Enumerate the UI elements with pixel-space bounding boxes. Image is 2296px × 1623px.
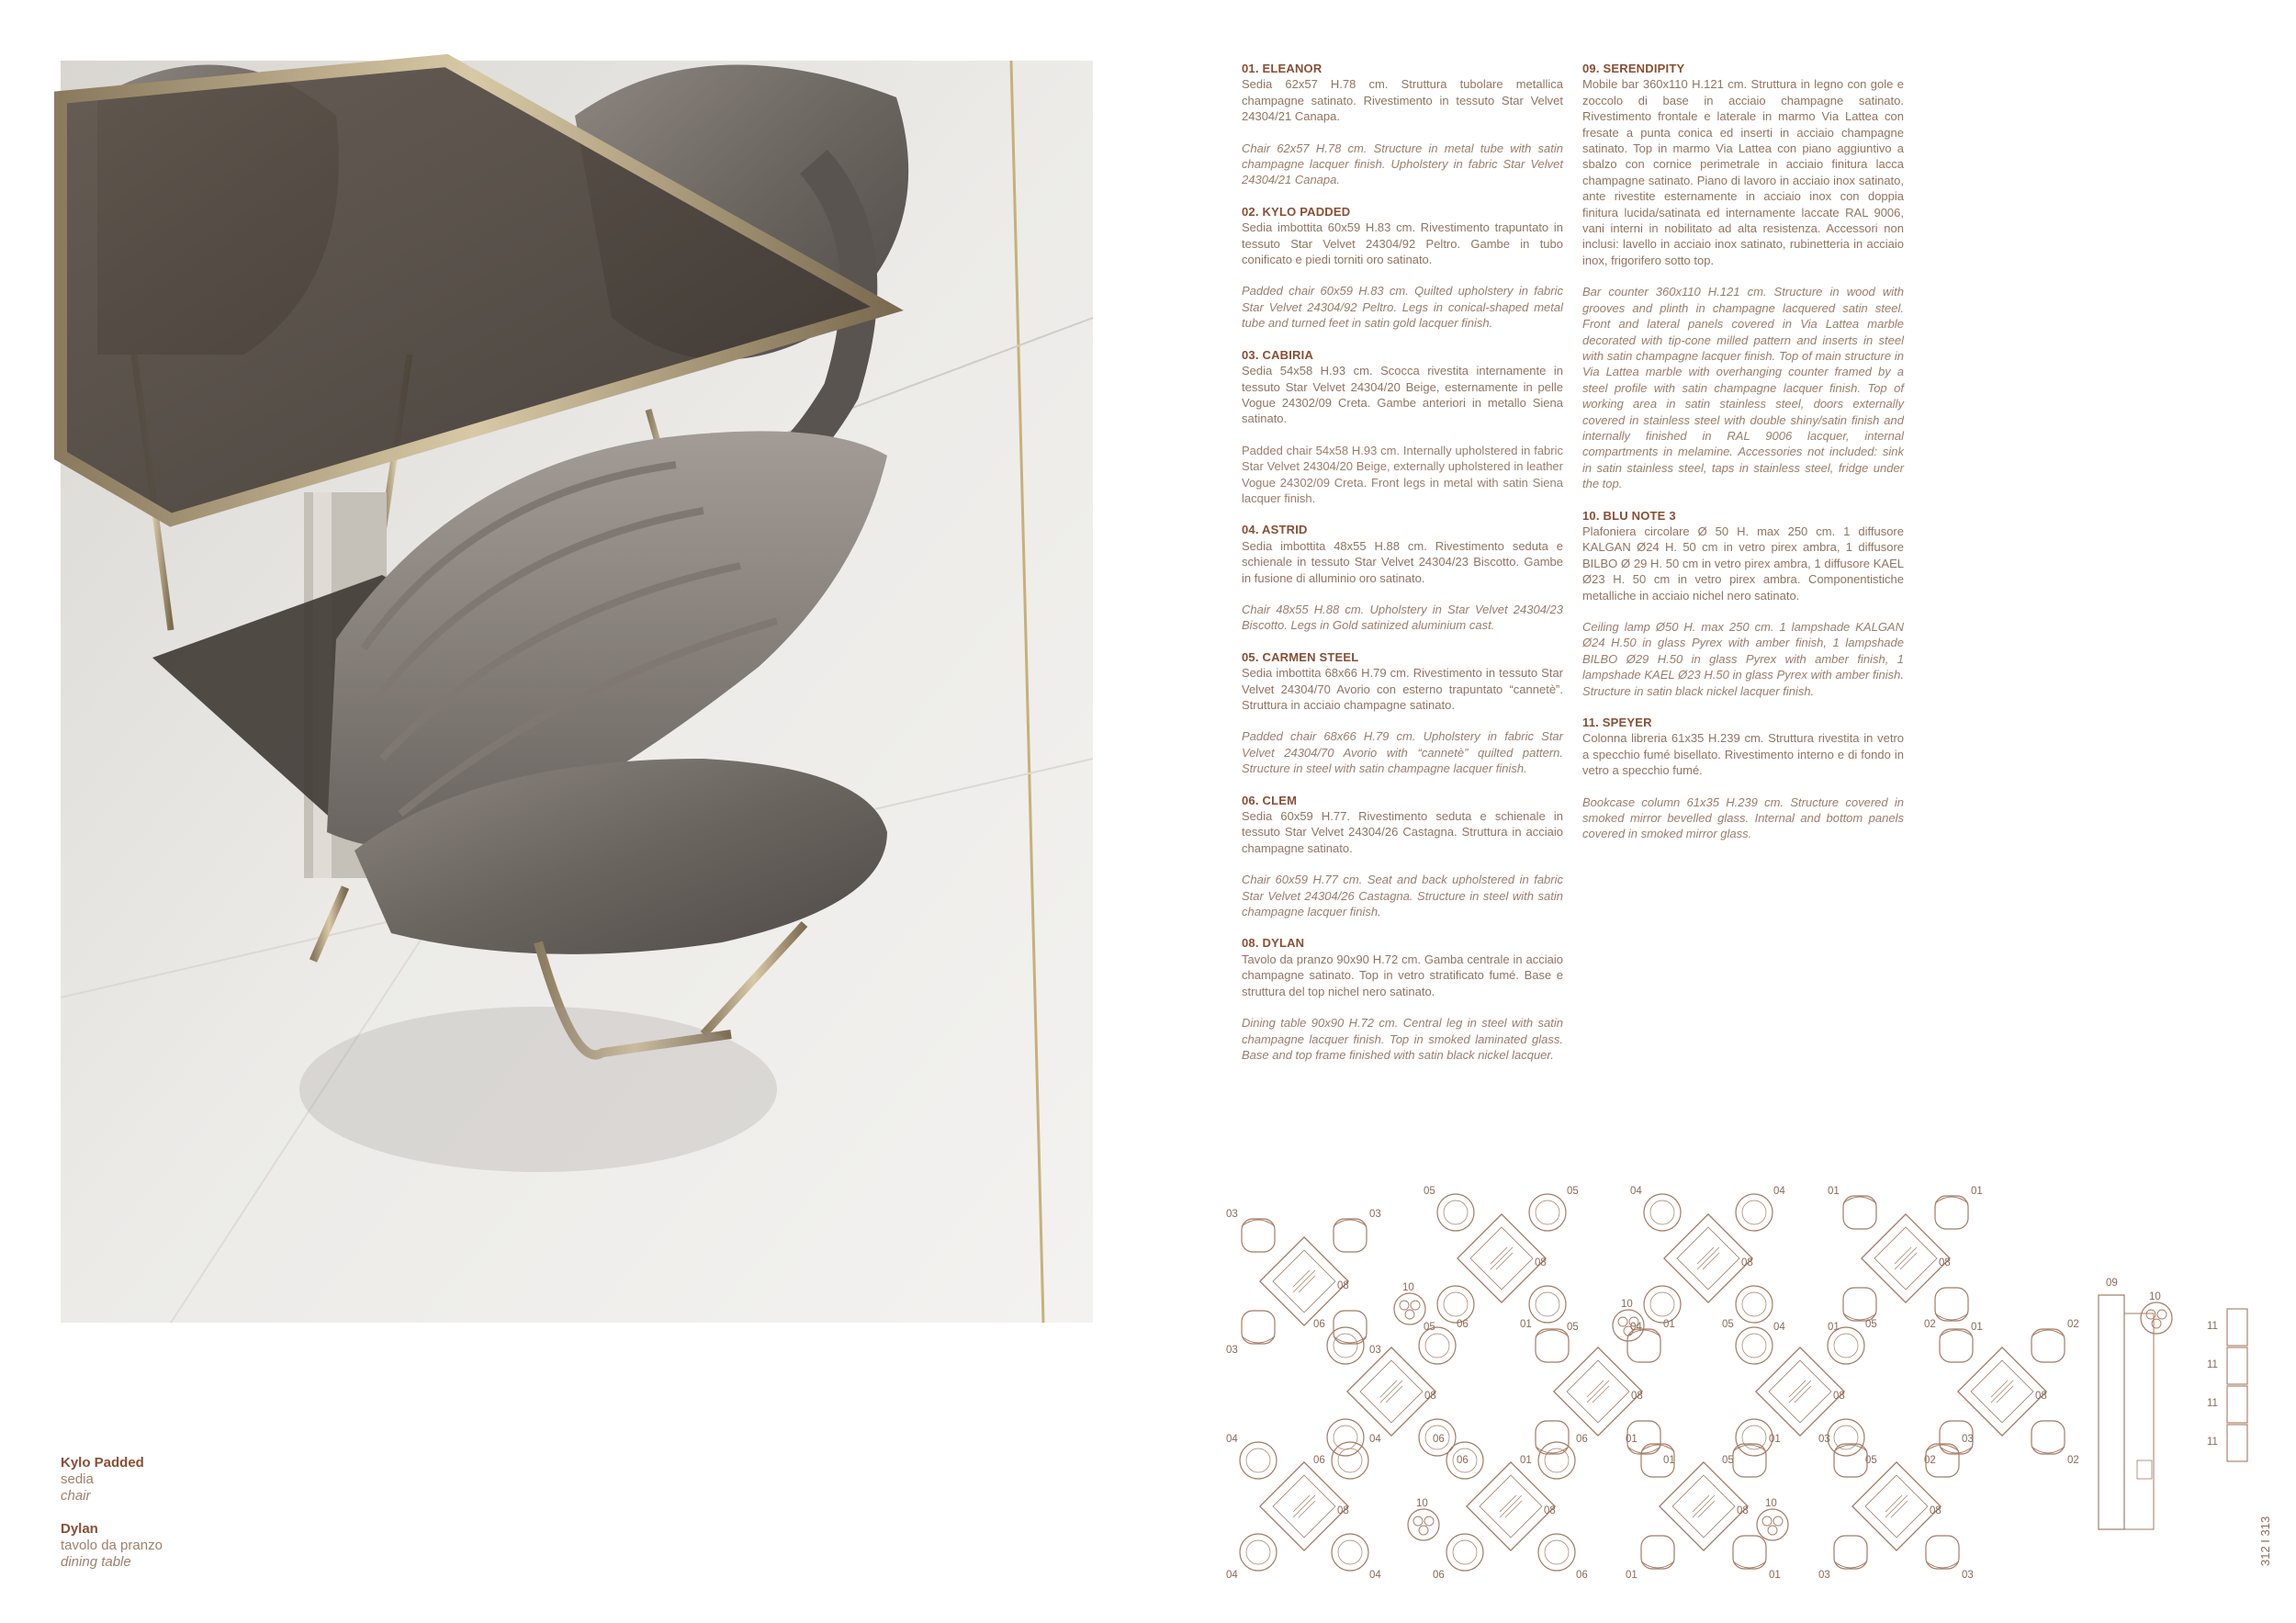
entry-title: 03. CABIRIA (1242, 347, 1314, 362)
plan-chair (1242, 1311, 1275, 1344)
entry-text-english: Padded chair 68x66 H.79 cm. Upholstery in fabric Star Velvet 24304/70 Avorio with “cannetè” quilted pattern. Structure in steel with satin champagne lacquer finish. (1242, 729, 1563, 776)
plan-label: 10 (1621, 1299, 1633, 1310)
plan-chair (1327, 1327, 1364, 1364)
plan-label: 08 (1833, 1391, 1845, 1402)
plan-label: 03 (1818, 1570, 1830, 1581)
plan-label: 04 (1226, 1434, 1238, 1445)
plan-chair (1529, 1286, 1566, 1323)
plan-chair-seat (1742, 1426, 1766, 1449)
spec-entry (1242, 204, 1563, 332)
plan-table-hatch (1789, 1381, 1811, 1403)
plan-chair-seat (1453, 1540, 1477, 1564)
plan-label: 10 (1416, 1498, 1428, 1509)
spec-entry (1582, 508, 1904, 699)
plan-chair-seat (1246, 1448, 1270, 1472)
plan-table-hatch (1293, 1495, 1315, 1517)
spec-entry (1242, 793, 1563, 920)
plan-lamp-shade (1618, 1317, 1627, 1326)
plan-chair-seat (1536, 1292, 1559, 1316)
plan-label: 05 (1722, 1455, 1734, 1466)
spec-entry (1582, 61, 1904, 492)
plan-label: 01 (1769, 1570, 1781, 1581)
plan-chair (1536, 1329, 1569, 1362)
entry-text-italian: Sedia imbottita 68x66 H.79 cm. Rivestimento in tessuto Star Velvet 24304/70 Avorio con esterno trapuntato “cannetè”. Struttura in acciaio champagne satinato. (1242, 666, 1563, 712)
plan-table-hatch (1693, 1495, 1715, 1517)
plan-chair (1641, 1536, 1674, 1569)
plan-chair (1736, 1194, 1773, 1231)
plan-label: 08 (1424, 1391, 1436, 1402)
entry-text-english: Ceiling lamp Ø50 H. max 250 cm. 1 lampshade KALGAN Ø24 H.50 in glass Pyrex with amber finish, 1 lampshade BILBO Ø29 H.50 in glass Pyrex with amber finish, 1 lampshade KAEL Ø23 H.50 in glass Pyrex with amber finish. Structure in satin black nickel lacquer finish. (1582, 620, 1904, 698)
entry-text-english: Chair 48x55 H.88 cm. Upholstery in Star Velvet 24304/23 Biscotto. Legs in Gold satinized aluminium cast. (1242, 602, 1563, 633)
product-photo (61, 61, 1093, 1323)
spec-entry (1242, 347, 1563, 507)
plan-label: 08 (2035, 1391, 2047, 1402)
entry-text-italian: Plafoniera circolare Ø 50 H. max 250 cm. 1 diffusore KALGAN Ø24 H. 50 cm in vetro pirex ambra, 1 diffusore BILBO Ø 29 H. 50 cm in vetro pirex ambra, 1 diffusore KAEL Ø23 H. 50 cm in vetro pirex ambra. Componentistiche metalliche in acciaio nichel nero satinato. (1582, 524, 1904, 603)
entry-text-italian: Sedia 60x59 H.77. Rivestimento seduta e schienale in tessuto Star Velvet 24304/26 Castagna. Struttura in acciaio champagne satinato. (1242, 809, 1563, 855)
plan-label: 01 (1971, 1186, 1983, 1197)
floor-plan-drawing (1226, 1186, 2264, 1581)
plan-lamp (1757, 1509, 1788, 1540)
plan-chair (1828, 1419, 1864, 1456)
plan-chair (1834, 1536, 1867, 1569)
caption-italian: sedia (61, 1471, 94, 1487)
page-numbers: 312 I 313 (2258, 1516, 2272, 1566)
entry-text-english: Padded chair 60x59 H.83 cm. Quilted upholstery in fabric Star Velvet 24304/92 Peltro. Legs in conical-shaped metal tube and turned feet in satin gold lacquer finish. (1242, 284, 1563, 331)
plan-chair (1828, 1327, 1864, 1364)
plan-lamp (1394, 1293, 1425, 1324)
plan-label: 08 (1535, 1257, 1547, 1268)
plan-label: 02 (1924, 1455, 1936, 1466)
plan-label: 01 (1769, 1434, 1781, 1445)
plan-lamp (2141, 1302, 2172, 1334)
entry-title: 01. ELEANOR (1242, 62, 1322, 75)
plan-chair (1834, 1444, 1867, 1477)
plan-label: 03 (1369, 1345, 1381, 1356)
plan-label: 06 (1457, 1319, 1469, 1330)
plan-chair (1334, 1219, 1367, 1252)
entry-title: 05. CARMEN STEEL (1242, 649, 1359, 664)
plan-label: 11 (2207, 1359, 2218, 1370)
plan-table-hatch (1380, 1381, 1402, 1403)
plan-label: 08 (1337, 1280, 1349, 1291)
plan-lamp-shade (1413, 1516, 1423, 1526)
spec-entry (1242, 522, 1563, 633)
plan-bar-sink (2137, 1460, 2152, 1479)
plan-label: 02 (2067, 1455, 2079, 1466)
plan-lamp-shade (1424, 1516, 1434, 1526)
plan-label: 08 (1741, 1257, 1753, 1268)
plan-label: 01 (1520, 1319, 1532, 1330)
plan-chair (1843, 1288, 1876, 1321)
plan-chair (1240, 1534, 1277, 1571)
plan-chair (1334, 1311, 1367, 1344)
plan-chair (1935, 1288, 1968, 1321)
plan-chair (1935, 1196, 1968, 1229)
plan-label: 10 (1765, 1498, 1777, 1509)
plan-bookcase (2227, 1309, 2247, 1346)
plan-chair-seat (1742, 1334, 1766, 1358)
spec-entry (1242, 61, 1563, 188)
plan-chair-seat (1425, 1334, 1449, 1358)
plan-lamp (1408, 1509, 1439, 1540)
plan-chair-seat (1650, 1292, 1674, 1316)
plan-label: 08 (1337, 1505, 1349, 1516)
plan-label: 01 (1626, 1570, 1638, 1581)
plan-chair (1733, 1536, 1766, 1569)
plan-label: 04 (1630, 1322, 1642, 1333)
plan-chair (2032, 1329, 2065, 1362)
entry-text-italian: Tavolo da pranzo 90x90 H.72 cm. Gamba centrale in acciaio champagne satinato. Top in vetro stratificato fumé. Base e struttura del top nichel nero satinato. (1242, 952, 1563, 998)
plan-lamp-shade (1773, 1516, 1783, 1526)
floor-plan-svg (1226, 1186, 2264, 1581)
plan-label: 06 (1576, 1570, 1588, 1581)
plan-label: 08 (1631, 1391, 1643, 1402)
plan-chair-seat (1834, 1426, 1858, 1449)
plan-chair (1437, 1286, 1474, 1323)
entry-text-english: Padded chair 54x58 H.93 cm. Internally upholstered in fabric Star Velvet 24304/20 Beige, externally upholstered in leather Vogue 24302/09 Creta. Front legs in metal with satin Siena lacquer finish. (1242, 443, 1563, 505)
plan-table-hatch (1587, 1381, 1609, 1403)
plan-label: 06 (1576, 1434, 1588, 1445)
plan-label: 01 (1520, 1455, 1532, 1466)
plan-chair-seat (1834, 1334, 1858, 1358)
plan-bookcase (2227, 1347, 2247, 1384)
plan-label: 08 (1930, 1505, 1941, 1516)
plan-label: 08 (1939, 1257, 1951, 1268)
entry-text-italian: Sedia imbottita 48x55 H.88 cm. Rivestimento seduta e schienale in tessuto Star Velvet 24304/23 Biscotto. Gambe in fusione di alluminio oro satinato. (1242, 538, 1563, 585)
plan-table-hatch (1697, 1247, 1719, 1269)
plan-chair-seat (1536, 1200, 1559, 1224)
plan-table-hatch (1885, 1495, 1908, 1517)
plan-label: 04 (1369, 1434, 1381, 1445)
plan-chair-seat (1334, 1334, 1357, 1358)
plan-label: 01 (1626, 1434, 1638, 1445)
plan-table-hatch (1293, 1270, 1315, 1292)
plan-label: 05 (1722, 1319, 1734, 1330)
plan-label: 04 (1773, 1322, 1785, 1333)
plan-table-hatch (1500, 1495, 1522, 1517)
entry-text-english: Bar counter 360x110 H.121 cm. Structure in wood with grooves and plinth in champagne lacquered satin steel. Front and lateral panels covered in Via Lattea marble decorated with tip-cone milled pattern and inserts in steel with satin champagne lacquer finish. Top of main structure in Via Lattea marble with overhanging counter framed by a steel profile with satin champagne lacquer finish. Top of working area in satin stainless steel, doors externally covered in stainless steel with double shiny/satin finish and internally finished in RAL 9006 lacquer, internal compartments in melamine. Accessories not included: sink in satin stainless steel, taps in stainless steel, fridge under the top. (1582, 285, 1904, 491)
plan-table-hatch (1991, 1381, 2013, 1403)
entry-title: 11. SPEYER (1582, 716, 1652, 730)
plan-bar-counter-back (2124, 1313, 2154, 1529)
plan-chair (1242, 1219, 1275, 1252)
caption-name: Dylan (61, 1521, 98, 1537)
plan-label: 03 (1962, 1434, 1974, 1445)
plan-chair (1627, 1329, 1660, 1362)
entry-title: 08. DYLAN (1242, 936, 1305, 951)
plan-label: 06 (1433, 1570, 1445, 1581)
plan-label: 05 (1424, 1322, 1435, 1333)
plan-chair-seat (1338, 1540, 1362, 1564)
plan-label: 11 (2207, 1437, 2218, 1448)
entry-text-italian: Colonna libreria 61x35 H.239 cm. Struttura rivestita in vetro a specchio fumé bisellato. Rivestimento interno e di fondo in vetro a specchio fumé. (1582, 731, 1904, 778)
plan-chair (1538, 1534, 1575, 1571)
plan-label: 05 (1865, 1455, 1877, 1466)
plan-lamp-shade (1768, 1526, 1777, 1535)
plan-chair (1736, 1419, 1773, 1456)
plan-chair (1733, 1444, 1766, 1477)
plan-chair-seat (1545, 1448, 1569, 1472)
plan-label: 06 (1457, 1455, 1469, 1466)
entry-text-italian: Sedia 62x57 H.78 cm. Struttura tubolare metallica champagne satinato. Rivestimento in tessuto Star Velvet 24304/21 Canapa. (1242, 77, 1563, 124)
plan-chair (1538, 1442, 1575, 1479)
plan-table-hatch (1491, 1247, 1513, 1269)
plan-chair-seat (1742, 1292, 1766, 1316)
caption-italian: tavolo da pranzo (61, 1538, 163, 1553)
plan-bookcase (2227, 1425, 2247, 1461)
plan-chair (1644, 1194, 1681, 1231)
plan-chair (1736, 1327, 1773, 1364)
plan-label: 08 (1737, 1505, 1749, 1516)
plan-chair (2032, 1421, 2065, 1454)
plan-chair-seat (1444, 1292, 1468, 1316)
plan-chair (1419, 1327, 1456, 1364)
plan-chair (1529, 1194, 1566, 1231)
plan-lamp-shade (1405, 1310, 1414, 1319)
plan-label: 06 (1313, 1319, 1325, 1330)
plan-label: 11 (2207, 1398, 2218, 1409)
entry-text-english: Chair 60x59 H.77 cm. Seat and back upholstered in fabric Star Velvet 24304/26 Castagna. Structure in steel with satin champagne lacquer finish. (1242, 873, 1563, 919)
plan-chair (1240, 1442, 1277, 1479)
plan-label: 10 (2149, 1291, 2161, 1302)
plan-chair-seat (1334, 1426, 1357, 1449)
plan-label: 05 (1567, 1322, 1579, 1333)
entry-text-english: Dining table 90x90 H.72 cm. Central leg in steel with satin champagne lacquer finish. Top in smoked laminated glass. Base and top frame finished with satin black nickel lacquer. (1242, 1016, 1563, 1062)
plan-chair (1437, 1194, 1474, 1231)
entry-title: 10. BLU NOTE 3 (1582, 508, 1676, 523)
spec-entry (1242, 649, 1563, 777)
plan-lamp-shade (2157, 1310, 2167, 1319)
plan-lamp-shade (1411, 1301, 1420, 1310)
plan-chair (1843, 1196, 1876, 1229)
plan-chair-seat (1742, 1200, 1766, 1224)
plan-label: 01 (1663, 1319, 1675, 1330)
plan-chair (1940, 1329, 1973, 1362)
plan-label: 10 (1402, 1282, 1414, 1293)
plan-label: 05 (1424, 1186, 1435, 1197)
spec-column-left (1242, 61, 1563, 1078)
plan-chair-seat (1338, 1448, 1362, 1472)
entry-text-italian: Mobile bar 360x110 H.121 cm. Struttura in legno con gole e zoccolo di base in acciaio champagne satinato. Rivestimento frontale e laterale in marmo Via Lattea con fresate a punta conica ed inserti in acciaio champagne satinato. Top in marmo Via Lattea con piano aggiuntivo a sbalzo con cornice perimetrale in acciaio finitura lacca champagne satinato. Piano di lavoro in acciaio inox satinato, ante rivestite esternamente in acciaio inox con doppia finitura lucida/satinata ed internamente laccate RAL 9006, vani interni in nobilitato ad alta resistenza. Accessori non inclusi: lavello in acciaio inox satinato, rubinetteria in acciaio inox, frigorifero sotto top. (1582, 77, 1904, 267)
plan-chair (1644, 1286, 1681, 1323)
plan-label: 03 (1962, 1570, 1974, 1581)
plan-chair (1327, 1419, 1364, 1456)
plan-label: 02 (2067, 1319, 2079, 1330)
plan-chair-seat (1444, 1200, 1468, 1224)
entry-text-italian: Sedia 54x58 H.93 cm. Scocca rivestita internamente in tessuto Star Velvet 24304/20 Beige, esternamente in pelle Vogue 24302/09 Creta. Gambe anteriori in metallo Siena satinato. (1242, 364, 1563, 426)
plan-label: 03 (1369, 1209, 1381, 1220)
plan-chair (1332, 1534, 1368, 1571)
plan-chair-seat (1246, 1540, 1270, 1564)
plan-bar-counter (2099, 1295, 2124, 1529)
plan-label: 04 (1773, 1186, 1785, 1197)
plan-label: 01 (1971, 1322, 1983, 1333)
plan-label: 11 (2207, 1321, 2218, 1332)
photo-caption (61, 1455, 163, 1571)
plan-label: 04 (1369, 1570, 1381, 1581)
spec-entry (1242, 935, 1563, 1063)
plan-lamp-shade (1762, 1516, 1772, 1526)
plan-label: 04 (1226, 1570, 1238, 1581)
plan-label: 01 (1663, 1455, 1675, 1466)
entry-text-italian: Sedia imbottita 60x59 H.83 cm. Rivestimento trapuntato in tessuto Star Velvet 24304/92 Peltro. Gambe in tubo conificato e piedi torniti oro satinato. (1242, 220, 1563, 267)
plan-label: 03 (1226, 1209, 1238, 1220)
plan-chair (1332, 1442, 1368, 1479)
plan-label: 01 (1828, 1322, 1840, 1333)
plan-label: 05 (1567, 1186, 1579, 1197)
spec-entry (1582, 715, 1904, 842)
plan-chair (1536, 1421, 1569, 1454)
entry-title: 06. CLEM (1242, 793, 1298, 807)
plan-chair (1446, 1534, 1483, 1571)
plan-lamp-shade (1400, 1301, 1409, 1310)
plan-label: 05 (1865, 1319, 1877, 1330)
plan-chair-seat (1650, 1200, 1674, 1224)
plan-label: 02 (1924, 1319, 1936, 1330)
entry-title: 02. KYLO PADDED (1242, 204, 1351, 219)
entry-text-english: Bookcase column 61x35 H.239 cm. Structure covered in smoked mirror bevelled glass. Internal and bottom panels covered in smoked mirror glass. (1582, 795, 1904, 841)
plan-chair (1926, 1536, 1959, 1569)
plan-chair (1736, 1286, 1773, 1323)
plan-label: 08 (1544, 1505, 1556, 1516)
plan-label: 09 (2106, 1278, 2118, 1289)
caption-name: Kylo Padded (61, 1455, 144, 1471)
plan-label: 01 (1828, 1186, 1840, 1197)
spec-column-right (1582, 61, 1904, 858)
plan-label: 04 (1630, 1186, 1642, 1197)
entry-text-english: Chair 62x57 H.78 cm. Structure in metal tube with satin champagne lacquer finish. Upholstery in fabric Star Velvet 24304/21 Canapa. (1242, 141, 1563, 187)
plan-lamp-shade (1419, 1526, 1428, 1535)
plan-label: 06 (1313, 1455, 1325, 1466)
plan-label: 06 (1433, 1434, 1445, 1445)
entry-title: 09. SERENDIPITY (1582, 62, 1685, 75)
plan-table-hatch (1895, 1247, 1917, 1269)
caption-english: chair (61, 1488, 91, 1504)
plan-label: 03 (1226, 1345, 1238, 1356)
caption-english: dining table (61, 1554, 131, 1570)
plan-bookcase (2227, 1386, 2247, 1423)
plan-chair-seat (1545, 1540, 1569, 1564)
entry-title: 04. ASTRID (1242, 523, 1308, 537)
plan-label: 03 (1818, 1434, 1830, 1445)
